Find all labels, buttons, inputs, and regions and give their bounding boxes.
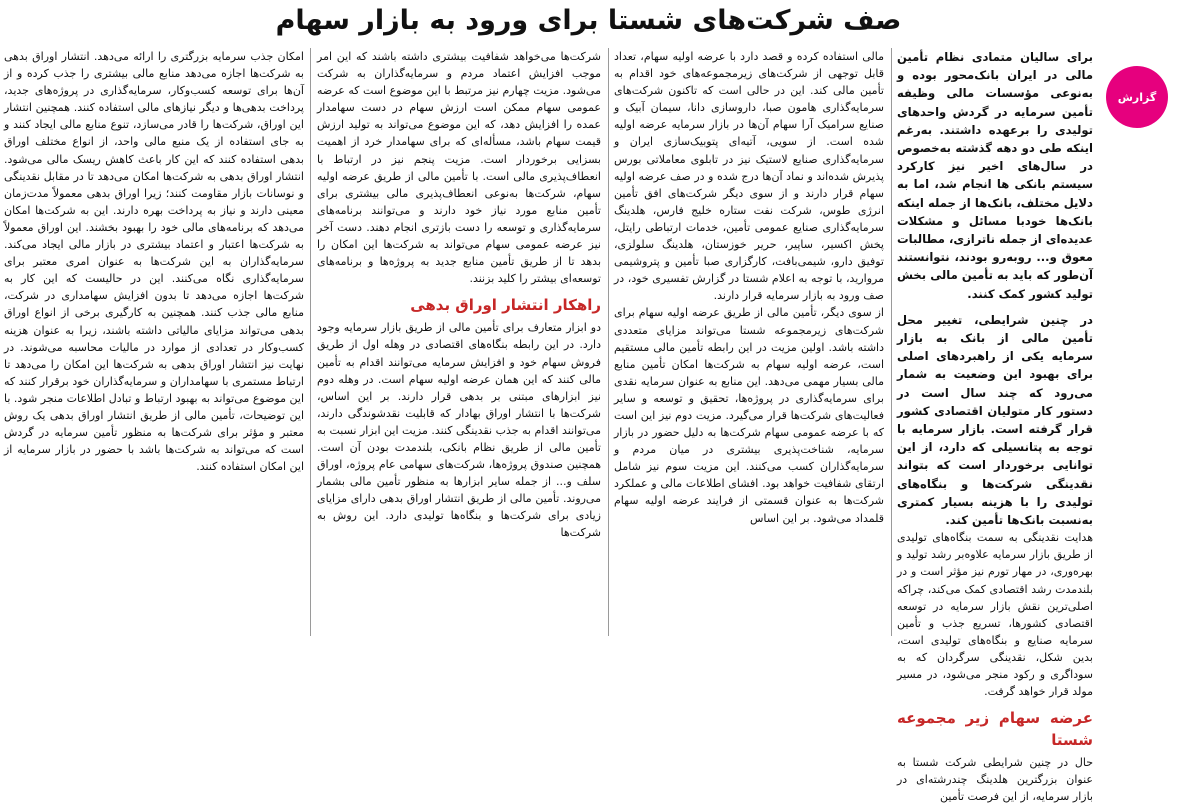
body-paragraph: از سوی دیگر، تأمین مالی از طریق عرضه اولیه سهام برای شرکت‌های زیرمجموعه شستا می‌تواند مزایای متعددی داشته باشد. اولین مزیت در این رابطه تأمین مالی مستقیم است، عرضه اولیه سهام به شرکت‌ها امکان تأمین منابع مالی بسیار مهمی می‌دهد. این منابع به عنوان سرمایه نقدی برای سرمایه‌گذاری در پروژه‌ها، تحقیق و توسعه و سایر فعالیت‌های شرکت‌ها قرار می‌گیرد. مزیت دوم نیز این است که با عرضه عمومی سهام شرکت‌ها به دلیل حضور در بازار سرمایه، شناخت‌پذیری بیشتری در میان مردم و سرمایه‌گذاران کسب می‌کنند. این مزیت سوم نیز شامل ارتقای شفافیت خواهد بود. افشای اطلاعات مالی و عملکرد شرکت‌ها به عنوان قسمتی از فرایند عرضه اولیه سهام قلمداد می‌شود. بر این اساس	[614, 306, 884, 525]
body-paragraph: شرکت‌ها می‌خواهد شفافیت بیشتری داشته باشند که این امر موجب افزایش اعتماد مردم و سرمایه‌گذاران به شرکت می‌شود. مزیت چهارم نیز مرتبط با این موضوع است که عرضه عمومی سهام ممکن است ارزش سهام در دست سهامدار عمده را افزایش دهد، که این موضوع می‌تواند به تولید ارزش قیمت سهام باشد، مسأله‌ای که برای سهامدار خرد از اهمیت بسزایی برخوردار است. مزیت پنجم نیز در ارتباط با انعطاف‌پذیری مالی است. با تأمین مالی از طریق عرضه اولیه سهام، شرکت‌ها به‌نوعی انعطاف‌پذیری مالی بیشتری برای تأمین منابع مورد نیاز خود دارند و می‌توانند برنامه‌های سرمایه‌گذاری و توسعه را دست بازتری انجام دهند. دست آخر نیز عرضه عمومی سهام می‌تواند به شرکت‌ها این امکان را بدهد تا از طریق تأمین منابع جدید به پروژه‌ها و برنامه‌های توسعه‌ای بیشتر را کلید بزنند.	[317, 50, 601, 286]
lead-paragraphs	[897, 48, 1093, 529]
body-paragraph: حال در چنین شرایطی شرکت شستا به عنوان بزرگترین هلدینگ چندرشته‌ای در بازار سرمایه، از این فرصت تأمین	[897, 756, 1093, 804]
subheading-shasta-offering: عرضه سهام زیر مجموعه شستا	[897, 709, 1093, 750]
column-4	[4, 48, 304, 636]
body-paragraph: امکان جذب سرمایه بزرگتری را ارائه می‌دهد. انتشار اوراق بدهی به شرکت‌ها اجازه می‌دهد منابع مالی بیشتری را جذب کرده و از آن‌ها برای توسعه کسب‌وکار، سرمایه‌گذاری در پروژه‌های جدید، پرداخت بدهی‌ها و دیگر نیازهای مالی استفاده کنند. همچنین انتشار این اوراق، شرکت‌ها را قادر می‌سازد، تنوع منابع مالی ایجاد کنند و به جای استفاده از یک منبع مالی واحد، از انواع مختلف اوراق بدهی استفاده کنند که این کار باعث کاهش ریسک مالی می‌شود. انتشار اوراق بدهی به شرکت‌ها امکان می‌دهد تا در مقابل نقدینگی و نوسانات بازار مقاومت کنند؛ زیرا اوراق بدهی معمولاً مدت‌زمان معینی دارند و نیاز به پرداخت بهره دارند. این به شرکت‌ها امکان می‌دهد که برنامه‌های مالی خود را بهبود بخشند. این اوراق معمولاً به شرکت‌ها اعتبار و اعتماد بیشتری در بازار مالی ایجاد می‌کند. سرمایه‌گذاران به این شرکت‌ها به عنوان امری معتبر برای سرمایه‌گذاری نگاه می‌کنند. این در حالیست که این کار به شرکت‌ها اجازه می‌دهد تا بدون افزایش سهامداری در شرکت، منابع مالی جذب کنند. همچنین به کارگیری برخی از انواع اوراق بدهی می‌تواند مزایای مالیاتی داشته باشند، زیرا به عنوان هزینه کسب‌وکار در تعدادی از موارد در مالیات محاسبه می‌شوند. در نهایت نیز انتشار اوراق بدهی به شرکت‌ها این امکان را می‌دهد تا ارتباط مستمری با سهامداران و سرمایه‌گذاران خود برقرار کنند که این موضوع می‌تواند به بهبود ارتباط و تبادل اطلاعات منجر شود. با این توضیحات، تأمین مالی از طریق انتشار اوراق بدهی یک روش معتبر و مؤثر برای شرکت‌ها به منظور تأمین سرمایه در گردش است که می‌تواند به شرکت‌ها باشد با حضور در بازار سرمایه از این امکان استفاده کنند.	[4, 50, 304, 474]
column-3	[317, 48, 601, 636]
column-divider	[310, 48, 311, 636]
body-paragraph: هدایت نقدینگی به سمت بنگاه‌های تولیدی از طریق بازار سرمایه علاوه‌بر رشد تولید و بهره‌وری، در مهار تورم نیز مؤثر است و در بلندمدت رشد اقتصادی کمک می‌کند، چراکه اصلی‌ترین نقش بازار سرمایه در توسعه اقتصادی کشورها، تسریع جذب و تأمین سرمایه صنایع و بنگاه‌های تولیدی است، بدین شکل، نقدینگی سرگردان که به سوداگری و رکود منجر می‌شود، در مسیر مولد قرار خواهد گرفت.	[897, 531, 1093, 699]
column-1	[897, 48, 1093, 804]
report-badge	[1106, 66, 1168, 128]
column-divider	[891, 48, 892, 636]
column-2	[614, 48, 884, 636]
column-divider	[608, 48, 609, 636]
body-paragraph: دو ابزار متعارف برای تأمین مالی از طریق بازار سرمایه وجود دارد. در این رابطه بنگاه‌های اقتصادی در وهله اول از طریق فروش سهام خود و افزایش سرمایه می‌توانند اقدام به تأمین مالی کنند که این همان عرضه اولیه سهام است. در وهله دوم نیز ابزارهای مبتنی بر بدهی قرار دارند. بر این اساس، شرکت‌ها با انتشار اوراق بهادار که قابلیت نقدشوندگی دارند، می‌توانند اقدام به جذب نقدینگی کنند. مزیت این ابزار نسبت به تأمین مالی از طریق نظام بانکی، بلندمدت بودن آن است. همچنین صندوق پروژه‌ها، شرکت‌های سهامی عام پروژه، اوراق سلف و... از جمله سایر ابزارها به منظور تأمین مالی بشمار می‌روند. تأمین مالی از طریق انتشار اوراق بدهی دارای مزایای زیادی برای شرکت‌ها و بنگاه‌ها تولیدی دارد. این روش به شرکت‌ها	[317, 321, 601, 540]
lead-paragraph: در چنین شرایطی، تغییر محل تأمین مالی از بانک به بازار سرمایه یکی از راهبردهای اصلی برای بهبود این وضعیت به شمار می‌رود که چند سال است در دستور کار متولیان اقتصادی کشور قرار گرفته است. بازار سرمایه با توجه به پتانسیلی که دارد، از این توانایی برخوردار است که بتواند نقدینگی شرکت‌ها و بنگاه‌های تولیدی را با هزینه بسیار کمتری به‌نسبت بانک‌ها تأمین کند.	[897, 312, 1093, 528]
lead-paragraph: برای سالیان متمادی نظام تأمین مالی در ایران بانک‌محور بوده و به‌نوعی مؤسسات مالی وظیفه تأمین سرمایه در گردش واحدهای تولیدی را برعهده داشتند. به‌رغم اینکه طی دو دهه گذشته به‌خصوص در سال‌های اخیر نیز کارکرد سیستم بانکی ها انجام شد، اما به دلایل مختلف، بانک‌ها از جمله اینکه بانک‌ها خودبا مسائل و مشکلات عدیده‌ای از جمله ناترازی، مطالبات معوق و... روبه‌رو بودند، نتوانستند آن‌طور که باید به تأمین مالی بخش تولید کشور کمک کنند.	[897, 50, 1093, 301]
article-headline: صف شرکت‌های شستا برای ورود به بازار سهام	[275, 5, 902, 36]
body-paragraph: مالی استفاده کرده و قصد دارد با عرضه اولیه سهام، تعداد قابل توجهی از شرکت‌های زیرمجموعه‌های خود اقدام به تأمین مالی کند. این در حالی است که تاکنون شرکت‌های سرمایه‌گذاری هامون صبا، داروسازی دانا، سیمان آبیک و صنایع سرامیک آرا سهام آن‌ها در بازار سرمایه عرضه اولیه شده است. از سویی، آتیه‌ای پتوبیک‌سازی ایران و سرمایه‌گذاری صنایع لاستیک نیز در تابلوی معاملاتی بورس پذیرش شده‌اند و نماد آن‌ها درج شده و در صف عرضه اولیه سهام قرار دارند و از سوی دیگر شرکت‌های افق تأمین انرژی طوس، شرکت نفت ستاره خلیج فارس، هلدینگ سرمایه‌گذاری صنایع عمومی تأمین، خدمات ارتباطی رایتل، پخش اکسیر، ساپیر، حریر خوزستان، هلدینگ سلولزی، توفیق دارو، شیمی‌بافت، کارگزاری صبا تأمین و پتروشیمی مروارید، با توجه به اعلام شستا در گزارش تفسیری خود، در صف ورود به بازار سرمایه قرار دارند.	[614, 50, 884, 303]
subheading-debt-securities: راهکار انتشار اوراق بدهی	[410, 296, 601, 315]
badge-label: گزارش	[1117, 90, 1157, 104]
